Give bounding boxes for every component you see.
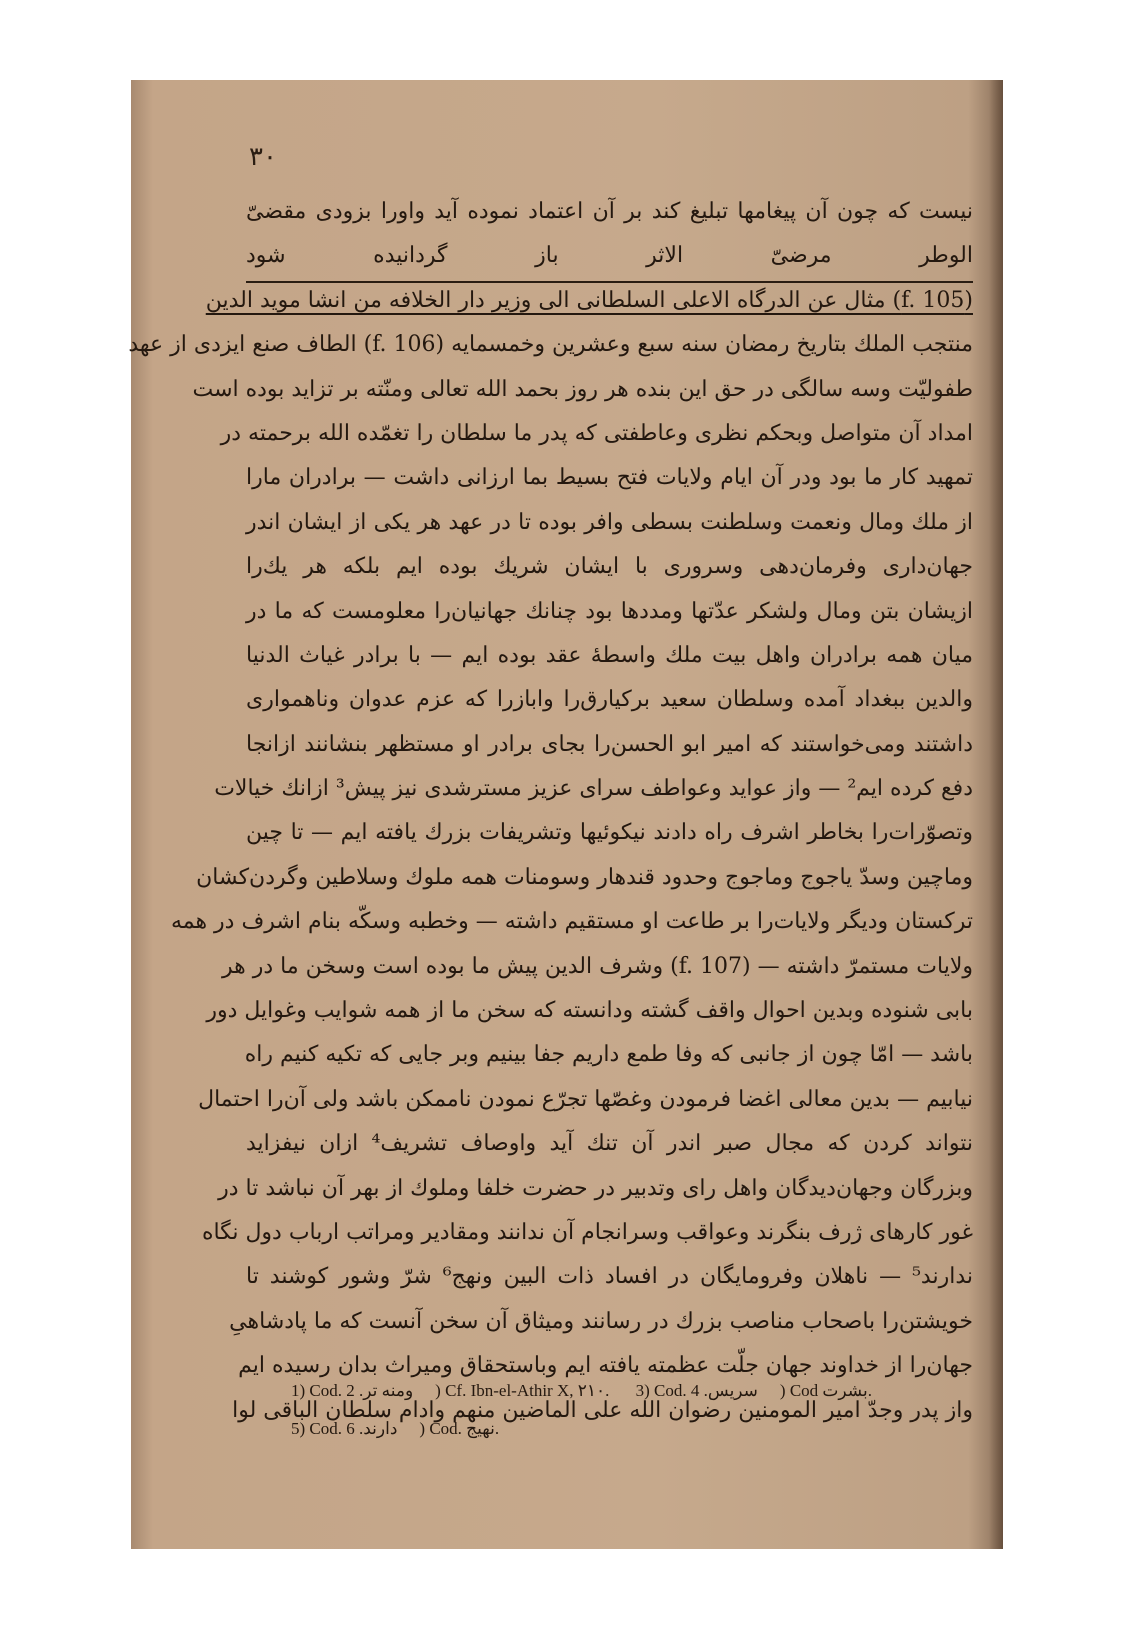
section-heading: (f. 105) مثال عن الدرگاه الاعلی السلطانی الی وزیر دار الخلافه من انشا موید الدین [205,287,973,313]
text-line: غور کارهای ژرف بنگرند وعواقب وسرانجام آن ندانند ومقادیر ومراتب ارباب دول نگاه [201,1219,973,1245]
text-line: وبزرگان وجهان‌دیدگان واهل رای وتدبیر در حضرت خلفا وملوك از بهر آن نباشد تا در [218,1175,973,1201]
text-line: وتصوّرات‌را بخاطر اشرف راه دادند نیکوئیها وتشریفات بزرك یافته ایم — تا چین [246,820,973,846]
text-line: ندارند⁵ — ناهلان وفرومایگان در افساد ذات البین ونهج⁶ شرّ وشور کوشند تا [246,1264,973,1290]
text-line: والدین ببغداد آمده وسلطان سعید برکیارق‌را وابازرا که عزم عدوان وناهمواری [246,687,973,713]
text-line: جهان‌داری وفرمان‌دهی وسروری با ایشان شریك بوده ایم بلکه هر یك‌را [246,554,973,580]
footnote-row [291,1410,973,1448]
text-line: ازیشان بتن ومال ولشکر عدّتها ومددها بود چنانك جهانیان‌را معلومست که ما در [246,598,973,624]
scanned-page [128,80,1003,1549]
text-line: نتواند کردن که مجال صبر اندر آن تنك آید واوصاف تشریف⁴ ازان نیفزاید [246,1131,973,1157]
text-line: وماچین وسدّ یاجوج وماجوج وحدود قندهار وسومنات همه ملوك وسلاطین وگردن‌کشان [196,864,973,890]
text-line: داشتند ومی‌خواستند که امیر ابو الحسن‌را بجای برادر او مستظهر بنشانند ازانجا [246,731,973,757]
footnote-row [291,1372,973,1410]
main-text [128,190,973,1433]
text-line: واز پدر وجدّ امیر المومنین رضوان الله علی الماضین منهم وادام سلطان الباقی لوا [232,1397,973,1423]
text-line: دفع کرده ایم² — واز عواید وعواطف سرای عزیز مسترشدی نیز پیش³ ازانك خیالات [214,776,973,802]
text-line: بابی شنوده وبدین احوال واقف گشته ودانسته که سخن ما از همه شوایب وغوایل دور [206,998,973,1024]
footnote: 2) Cf. Ibn-el-Athir X, ۲۱۰. [346,1381,610,1400]
text-line: نیست که چون آن پیغامها تبلیغ کند بر آن اعتماد نموده آید واورا بزودی مقضیّ [246,199,973,224]
footnotes [291,1372,973,1448]
text-line: باشد — امّا چون از جانبی که وفا طمع داریم جفا بینیم وبر جایی که تکیه کنیم راه [244,1042,973,1068]
footnote: 3) Cod. سریس. [635,1381,758,1400]
text-line: نیابیم — بدین معالی اغضا فرمودن وغصّها تجرّع نمودن ناممکن باشد ولی آن‌را احتمال [198,1086,973,1112]
footnote: 5) Cod. دارند. [291,1419,398,1438]
text-line: تمهید کار ما بود ودر آن ایام ولایات فتح بسیط بما ارزانی داشت — برادران مارا [246,465,973,491]
text-line: ترکستان ودیگر ولایات‌را بر طاعت او مستقیم داشته — وخطبه وسکّه بنام اشرف در همه [170,909,973,935]
text-line: امداد آن متواصل وبحکم نظری وعاطفتی که پدر ما سلطان را تغمّده الله برحمته در [220,420,973,446]
text-line: از ملك ومال ونعمت وسلطنت بسطی وافر بوده تا در عهد هر یکی از ایشان اندر [246,509,973,535]
text-line: خویشتن‌را باصحاب مناصب بزرك در رسانند ومیثاق آن سخن آنست که ما پادشاهیِ [229,1308,973,1334]
footnote: 6) Cod. نهیج. [346,1419,500,1438]
page-number: ۳۰ [249,142,277,172]
page-spine-shadow [989,80,1003,1549]
footnote: 4) Cod بشرت. [690,1381,872,1400]
text-line: طفولیّت وسه سالگی در حق این بنده هر روز بحمد الله تعالی ومنّته بر تزاید بوده است [192,376,973,402]
footnote: 1) Cod. ومنه تر. [291,1381,414,1400]
text-line: منتجب الملك بتاریخ رمضان سنه سبع وعشرین وخمسمایه (f. 106) الطاف صنع ایزدی از عهد [128,332,973,358]
text-line: ولایات مستمرّ داشته — (f. 107) وشرف الدین پیش ما بوده است وسخن ما در هر [222,953,973,979]
text-line: الوطر مرضیّ الاثر باز گردانیده شود [246,243,973,269]
text-line: جهان‌را از خداوند جهان جلّت عظمته یافته ایم وباستحقاق ومیراث بدان رسیده ایم [238,1353,973,1379]
text-line: میان همه برادران واهل بیت ملك واسطهٔ عقد بوده ایم — با برادر غیاث الدنیا [246,642,973,668]
